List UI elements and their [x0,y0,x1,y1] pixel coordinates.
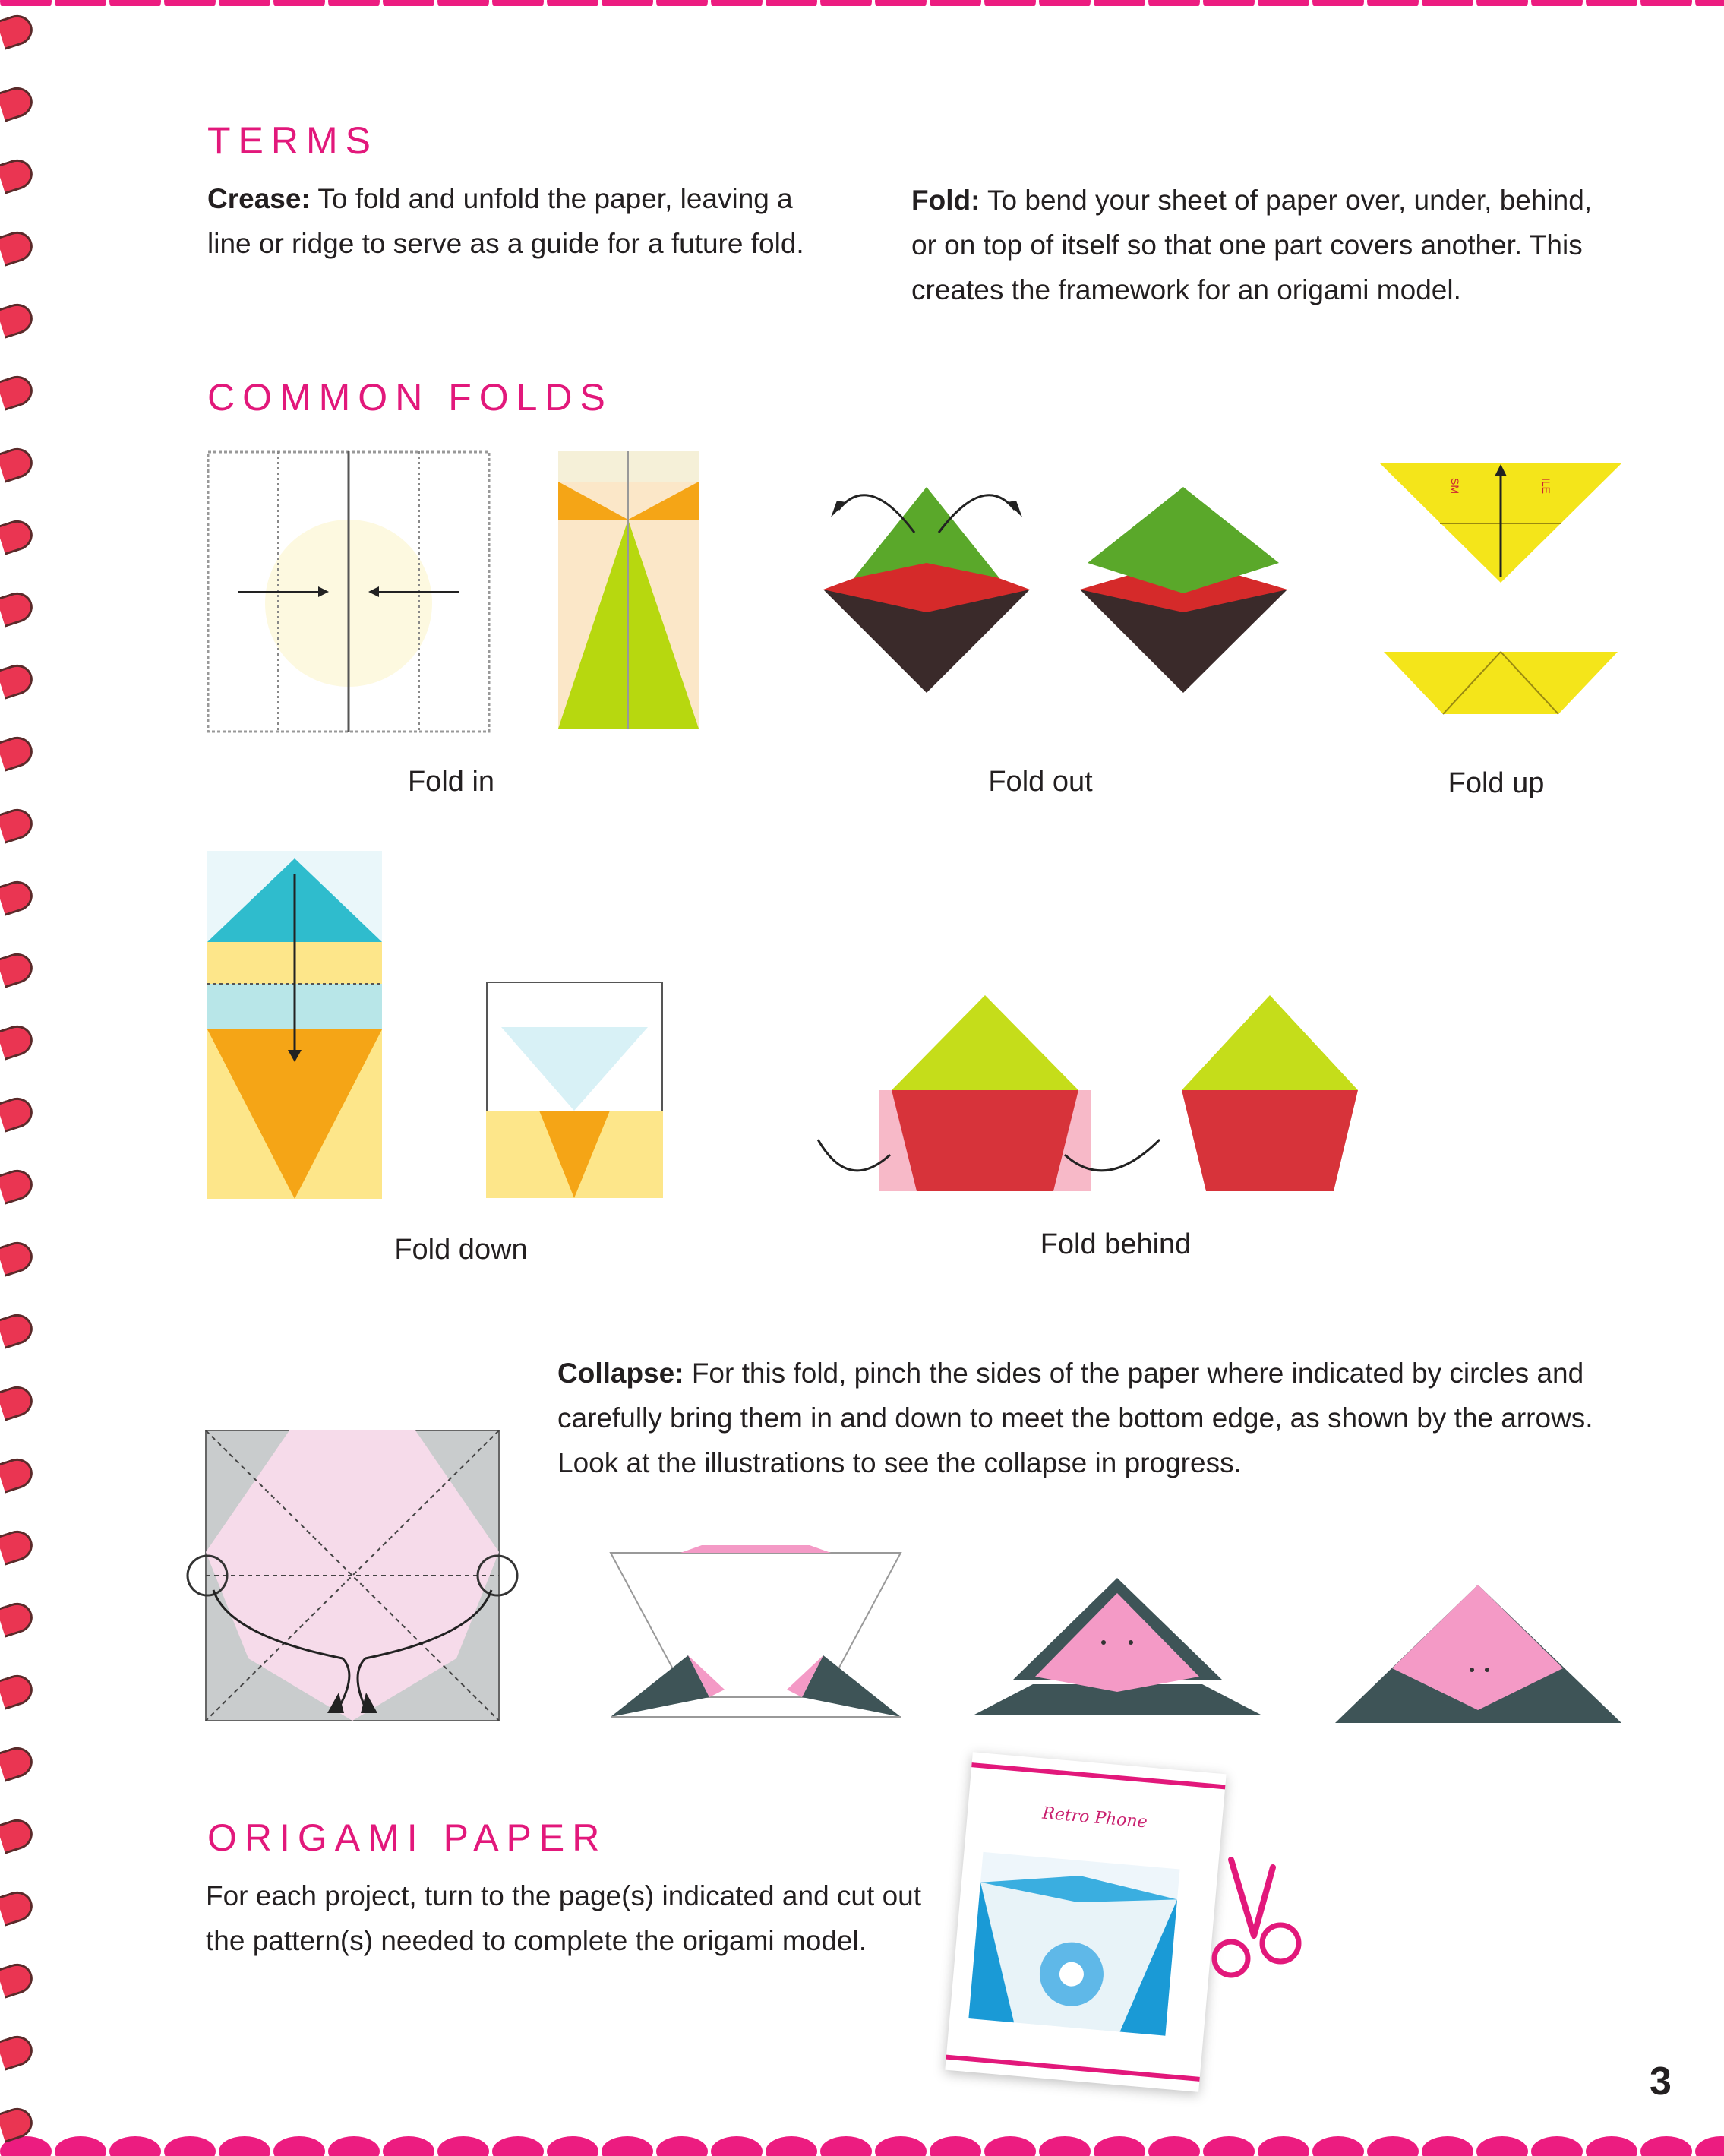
scallop [820,0,872,6]
collapse-term: Collapse: [557,1358,684,1389]
scallop [273,2136,325,2156]
scallop [820,2136,872,2156]
scallop [219,0,270,6]
scallop [930,0,981,6]
fold-out-caption: Fold out [988,766,1093,798]
fold-down-caption: Fold down [394,1234,528,1266]
scallop [1312,0,1364,6]
fold-up-diagram-1 [1379,463,1622,584]
scallop [602,2136,653,2156]
scallop [984,0,1036,6]
spiral-ring [0,949,36,988]
spiral-ring [0,227,36,266]
scallop [1640,0,1692,6]
page-number: 3 [1650,2060,1672,2104]
sample-pattern-page [945,1752,1226,2092]
scallop [1203,0,1255,6]
spiral-ring [0,516,36,555]
scallop [1148,2136,1200,2156]
spiral-ring [0,1671,36,1709]
scallop [711,0,763,6]
collapse-stage-1 [611,1538,901,1720]
spiral-ring [0,1165,36,1204]
scallop [273,0,325,6]
origami-paper-text: For each project, turn to the page(s) indicated and cut out the pattern(s) needed to complete the origami model. [206,1880,922,1956]
scallop [1039,2136,1091,2156]
scallop [1476,0,1528,6]
common-folds-heading: COMMON FOLDS [207,376,613,419]
spiral-ring [0,11,36,49]
scallop [1531,0,1583,6]
scallop [711,2136,763,2156]
scallop [1039,0,1091,6]
terms-heading: TERMS [207,119,378,162]
fold-behind-diagram-1 [803,995,1091,1191]
fold-out-diagram-1 [823,487,1030,694]
scallop [1258,2136,1309,2156]
fold-text: To bend your sheet of paper over, under, behind, or on top of itself so that one part covers another. This creates the framework for an origami model. [911,185,1593,305]
fold-definition [911,178,1618,312]
scissors-icon [1201,1860,1307,1985]
spiral-ring [0,1887,36,1926]
scallop [328,2136,380,2156]
scallop [109,2136,161,2156]
fold-up-label-left: SM [1449,478,1461,494]
scallop [1531,2136,1583,2156]
collapse-stage-2 [974,1578,1261,1719]
spiral-ring [0,1959,36,1998]
spiral-ring [0,371,36,410]
fold-down-diagram-2 [486,982,663,1198]
spiral-ring [0,1021,36,1060]
scallop [1258,0,1309,6]
scallop [437,0,489,6]
collapse-stage-3 [1335,1585,1621,1723]
fold-term: Fold: [911,185,980,216]
scallop [1203,2136,1255,2156]
fold-in-diagram-1 [207,451,490,732]
spiral-ring [0,1598,36,1637]
fold-up-caption: Fold up [1448,767,1545,799]
scallop [875,0,927,6]
spiral-ring [0,2031,36,2070]
spiral-ring [0,732,36,771]
spiral-ring [0,83,36,122]
bottom-scallop-border [0,2136,1724,2156]
spiral-ring [0,299,36,338]
crease-text: To fold and unfold the paper, leaving a line or ridge to serve as a guide for a future fold. [207,183,804,259]
collapse-text: For this fold, pinch the sides of the paper where indicated by circles and carefully bring them in and down to meet the bottom edge, as shown by the arrows. Look at the illustrations to see the collapse in progress. [557,1358,1593,1478]
scallop [1586,0,1637,6]
scallop [547,2136,598,2156]
spiral-ring [0,1382,36,1421]
scallop [1312,2136,1364,2156]
spiral-ring [0,588,36,627]
spiral-ring [0,1815,36,1854]
scallop [0,0,52,6]
scallop [1422,0,1473,6]
scallop [656,2136,708,2156]
scallop [875,2136,927,2156]
scallop [1094,0,1145,6]
retro-phone-pattern-image [968,1852,1179,2036]
scallop [984,2136,1036,2156]
scallop [1640,2136,1692,2156]
fold-up-label-right: ILE [1540,478,1552,495]
scallop [492,2136,544,2156]
fold-in-caption: Fold in [407,766,495,798]
spiral-ring [0,660,36,699]
spiral-ring [0,1238,36,1276]
scallop [1367,0,1419,6]
scallop [109,0,161,6]
scallop [55,0,106,6]
scallop [766,2136,817,2156]
spiral-ring [0,1454,36,1493]
scallop [437,2136,489,2156]
scallop [383,2136,434,2156]
collapse-diagram-crease-pattern [206,1430,499,1721]
spiral-ring [0,1093,36,1132]
scallop [547,0,598,6]
scallop [383,0,434,6]
spiral-ring [0,1743,36,1781]
sample-pattern-title: Retro Phone [1041,1804,1148,1832]
scallop [1094,2136,1145,2156]
spiral-ring [0,805,36,843]
scallop [164,0,216,6]
scallop [328,0,380,6]
scallop [1422,2136,1473,2156]
scallop [219,2136,270,2156]
scallop [930,2136,981,2156]
scallop [1367,2136,1419,2156]
spiral-ring [0,444,36,482]
scallop [766,0,817,6]
scallop [492,0,544,6]
fold-behind-caption: Fold behind [1040,1228,1192,1260]
spiral-ring [0,1526,36,1565]
spiral-ring [0,155,36,194]
top-scallop-border [0,0,1724,6]
crease-term: Crease: [207,183,311,214]
fold-up-diagram-2 [1384,652,1618,714]
fold-in-diagram-2 [558,451,699,729]
scallop [1148,0,1200,6]
spiral-ring [0,877,36,915]
origami-paper-heading: ORIGAMI PAPER [207,1816,608,1859]
fold-behind-diagram-2 [1182,995,1358,1191]
scallop [1476,2136,1528,2156]
scallop [602,0,653,6]
scallop [1695,2136,1724,2156]
scallop [1586,2136,1637,2156]
scallop [656,0,708,6]
fold-down-diagram-1 [207,851,382,1199]
scallop [1695,0,1724,6]
fold-out-diagram-2 [1080,487,1287,694]
spiral-ring [0,1310,36,1348]
scallop [55,2136,106,2156]
scallop [164,2136,216,2156]
crease-definition [207,176,823,266]
collapse-definition [557,1351,1606,1485]
